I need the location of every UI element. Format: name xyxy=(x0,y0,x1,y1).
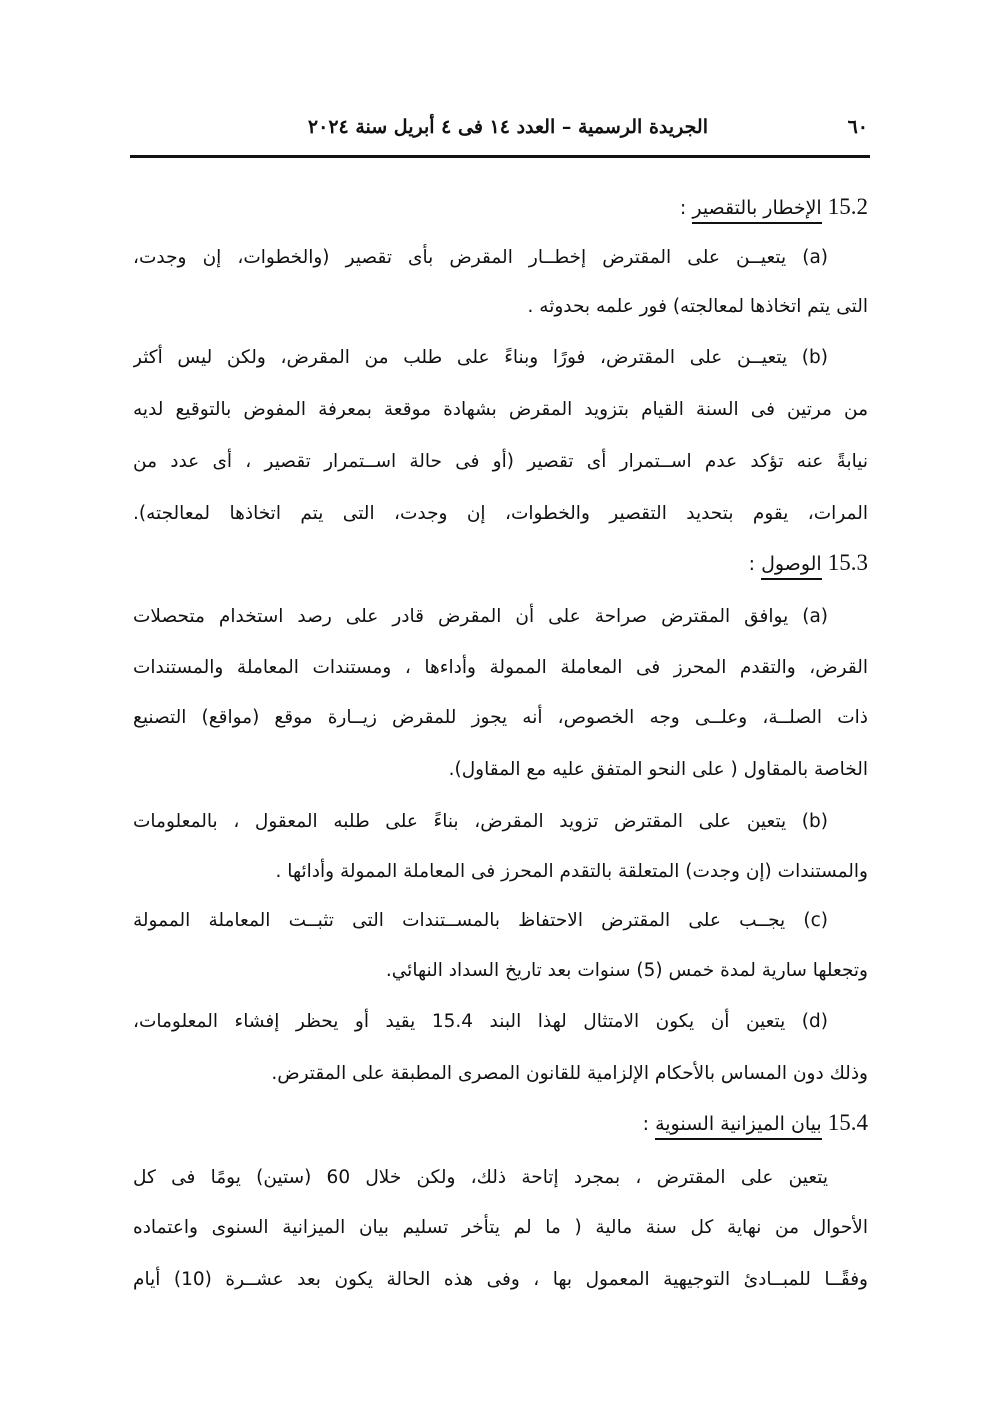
page-number: ٦٠ xyxy=(847,116,868,138)
gazette-title: الجريدة الرسمية – العدد ١٤ فى ٤ أبريل سنة ٢٠٢٤ xyxy=(307,116,708,138)
section-title: الإخطار بالتقصير xyxy=(692,197,821,224)
section-title: بيان الميزانية السنوية xyxy=(655,1113,822,1140)
paragraph-line: والمستندات (إن وجدت) المتعلقة بالتقدم المحرز فى المعاملة الممولة وأدائها . xyxy=(275,861,868,882)
header-rule xyxy=(130,155,870,158)
paragraph-line: من مرتين فى السنة القيام بتزويد المقرض بشهادة موقعة بمعرفة المفوض بالتوقيع لديه xyxy=(133,399,868,420)
section-heading-15-2: 15.2 الإخطار بالتقصير : xyxy=(680,193,868,222)
paragraph-line: المرات، يقوم بتحديد التقصير والخطوات، إن وجدت، التى يتم اتخاذها لمعالجته). xyxy=(133,503,868,524)
paragraph-line: القرض، والتقدم المحرز فى المعاملة الممولة وأداءها ، ومستندات المعاملة والمستندات xyxy=(133,657,868,678)
paragraph-line: التى يتم اتخاذها لمعالجته) فور علمه بحدوثه . xyxy=(527,296,868,317)
paragraph-line: وفقًــا للمبــادئ التوجيهية المعمول بها ، وفى هذه الحالة يكون بعد عشــرة (10) أيام xyxy=(133,1269,868,1290)
section-heading-15-4: 15.4 بيان الميزانية السنوية : xyxy=(643,1109,868,1138)
paragraph-line: ذات الصلــة، وعلــى وجه الخصوص، أنه يجوز للمقرض زيــارة موقع (مواقع) التصنيع xyxy=(133,707,868,728)
page-header xyxy=(133,112,868,148)
paragraph-line: (b) يتعيــن على المقترض، فورًا وبناءً على طلب من المقرض، ولكن ليس أكثر xyxy=(133,347,828,368)
paragraph-line: وذلك دون المساس بالأحكام الإلزامية للقانون المصرى المطبقة على المقترض. xyxy=(271,1063,868,1084)
paragraph-line: وتجعلها سارية لمدة خمس (5) سنوات بعد تاريخ السداد النهائي. xyxy=(385,960,868,981)
paragraph-line: (a) يتعيــن على المقترض إخطــار المقرض بأى تقصير (والخطوات، إن وجدت، xyxy=(133,247,828,268)
paragraph-line: نيابةً عنه تؤكد عدم اســتمرار أى تقصير (أو فى حالة اســتمرار تقصير ، أى عدد من xyxy=(133,451,868,472)
paragraph-line: (c) يجــب على المقترض الاحتفاظ بالمســتندات التى تثبــت المعاملة الممولة xyxy=(133,910,828,931)
paragraph-line: يتعين على المقترض ، بمجرد إتاحة ذلك، ولكن خلال 60 (ستين) يومًا فى كل xyxy=(133,1167,828,1188)
paragraph-line: (a) يوافق المقترض صراحة على أن المقرض قادر على رصد استخدام متحصلات xyxy=(133,606,828,627)
section-title: الوصول xyxy=(761,553,822,580)
paragraph-line: (b) يتعين على المقترض تزويد المقرض، بناءً على طلبه المعقول ، بالمعلومات xyxy=(133,811,828,832)
section-heading-15-3: 15.3 الوصول : xyxy=(749,549,868,578)
paragraph-line: الأحوال من نهاية كل سنة مالية ( ما لم يتأخر تسليم بيان الميزانية السنوى واعتماده xyxy=(133,1217,868,1238)
paragraph-line: (d) يتعين أن يكون الامتثال لهذا البند 15.4 يقيد أو يحظر إفشاء المعلومات، xyxy=(133,1011,828,1032)
paragraph-line: الخاصة بالمقاول ( على النحو المتفق عليه مع المقاول). xyxy=(448,759,868,780)
